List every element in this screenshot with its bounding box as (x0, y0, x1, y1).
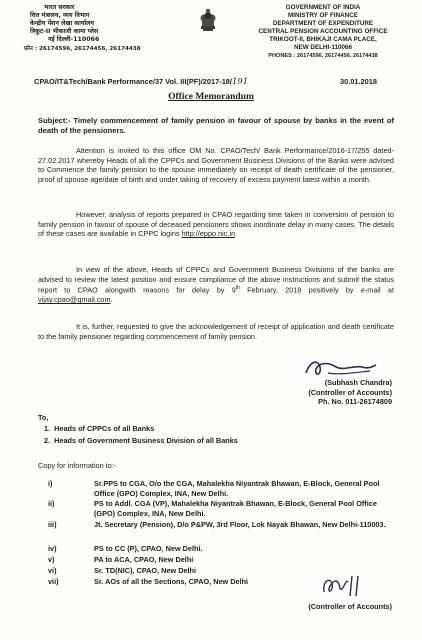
to-item: 2. Heads of Government Business Division of all Banks (44, 436, 238, 445)
copy-item-number: i) (48, 479, 53, 488)
email-link[interactable]: vijay.cpao@gmail.com (38, 295, 111, 305)
copy-item-number: v) (48, 555, 55, 564)
to-item: 1. Heads of CPPCs of all Banks (44, 424, 155, 433)
paragraph-1: Attention is invited to this office OM No. CPAO/Tech/ Bank Performance/2016-17/255 dated-27.02.2017 whereby Heads of all the CPPCs and Government Business Divisions of the Banks were advised to Commence the family pension to the spouse immediately on receipt of death certificate of the pensioner, proof of spouse age/date of birth and under taking of recovery of excess payment latest within a month. (38, 146, 394, 184)
copy-item-number: ii) (48, 499, 55, 508)
second-signature-scribble (318, 572, 364, 600)
copy-item: PS to Addl. CGA (VP), Mahalekha Niyantrak Bhawan, E-Block, General Pool Office (GPO) Complex, INA, New Delhi. (94, 499, 377, 518)
hindi-phone: फ़ोन : 26174596, 26174456, 26174438 (24, 46, 141, 52)
english-line: TRIKOOT-II, BHIKAJI CAMA PLACE, (269, 36, 377, 43)
paragraph-2-text: However, analysis of reports prepared in CPAO regarding time taken in conversion of pension to family pension in favour of spouse of deceased pensioners shows inordinate delay in many cases. The details of these cases are available in CPPC logins (38, 210, 394, 239)
to-label: To, (38, 413, 49, 422)
hindi-line: भारत सरकार (44, 4, 75, 11)
english-line: CENTRAL PENSION ACCOUNTING OFFICE (258, 28, 388, 35)
english-line: NEW DELHI-110066 (293, 44, 353, 51)
english-phone: PHONES : 26174596, 26174456, 26174438 (268, 53, 378, 59)
paragraph-3: In view of the above, Heads of CPPCs and Government Business Divisions of the banks are advised to review the latest position and ensure compliance of the above instructions and submit the status report to CPAO alongwith reasons for delay by 9th February, 2018 positively by e-mail at vijay.cpao@gmail.com. (38, 265, 394, 305)
copy-item: Sr.PPS to CGA, O/o the CGA, Mahalekha Niyantrak Bhawan, E-Block, General Pool Office (GPO) Complex, INA, New Delhi. (94, 479, 380, 498)
copy-item-number: vii) (48, 577, 59, 586)
reference-number: CPAO/IT&Tech/Bank Performance/37 Vol. III(PF)/2017-18/ (34, 77, 232, 86)
paragraph-3-text-a: In view of the above, Heads of CPPCs and Government Business Divisions of the banks are advised to review the latest position and ensure compliance of the above instructions and submit the status report to CPAO alongwith reasons for delay by 9 (38, 265, 394, 295)
eppo-link[interactable]: http://eppo.nic.in (181, 229, 236, 239)
signatory-name: (Subhash Chandra) (324, 378, 392, 387)
hindi-letterhead (30, 4, 170, 44)
copy-item-number: vi) (48, 566, 57, 575)
ordinal-suffix: th (235, 285, 240, 292)
copy-item: Sr. AOs of all the Sections, CPAO, New Delhi (94, 577, 249, 586)
subject-line: Subject:- Timely commencement of family pension in favour of spouse by banks in the event of death of the pensioners. (38, 116, 394, 135)
reference-date: 30.01.2018 (340, 77, 377, 86)
english-line: GOVERNMENT OF INDIA (285, 4, 361, 11)
hindi-line: नई दिल्ली-110066 (48, 36, 100, 43)
footer-signatory-designation: (Controller of Accounts) (308, 602, 392, 611)
english-line: MINISTRY OF FINANCE (288, 12, 358, 19)
hindi-line: त्रिकूट-II भीकाजी कामा प्लेस (30, 28, 99, 35)
copy-item-number: iii) (48, 520, 57, 529)
paragraph-3-text-b: February, 2018 positively by e-mail at (247, 285, 394, 295)
copy-item-number: iv) (48, 544, 57, 553)
copy-item: PA to ACA, CPAO, New Delhi (94, 555, 194, 564)
page-title: Office Memorandum (168, 92, 254, 102)
english-line: DEPARTMENT OF EXPENDITURE (272, 20, 374, 27)
signature-block (250, 378, 392, 407)
english-letterhead (238, 4, 408, 60)
copy-item: PS to CC (P), CPAO, New Delhi. (94, 544, 203, 553)
copy-item: Jt. Secretary (Pension), D/o P&PW, 3rd Floor, Lok Nayak Bhawan, New Delhi-110003. (94, 520, 386, 529)
signatory-phone: Ph. No. 011-26174809 (318, 397, 392, 407)
paragraph-2 (38, 210, 394, 239)
handwritten-suffix: 191 (231, 77, 249, 87)
signatory-designation: (Controller of Accounts) (308, 387, 392, 397)
state-emblem-icon (197, 6, 219, 34)
hindi-line: केन्द्रीय पेंशन लेखा कार्यालय (30, 20, 95, 27)
hindi-line: वित्त मंत्रालय, व्यय विभाग (30, 12, 90, 19)
copy-item: Sr. TD(NIC), CPAO, New Delhi (94, 566, 197, 575)
copy-label: Copy for information to:- (38, 461, 117, 470)
paragraph-4: It is, further, requested to give the acknowledgement of receipt of application and death certificate to the family pensioner regarding commencement of family pension. (38, 322, 394, 341)
